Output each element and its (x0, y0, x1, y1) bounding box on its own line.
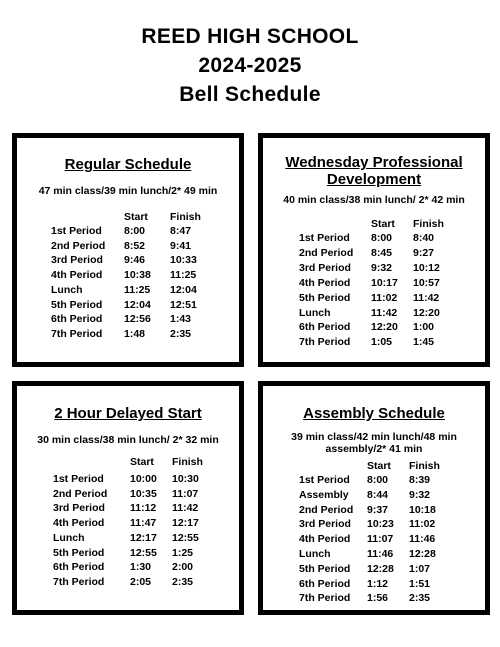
document-title: Bell Schedule (179, 83, 321, 106)
finish-time: 2:35 (172, 575, 194, 588)
start-column-header: Start (130, 456, 154, 468)
period-name: 6th Period (51, 313, 103, 326)
schedule-subtitle: 39 min class/42 min lunch/48 min assembly/2* 41 min (291, 431, 457, 455)
period-name: 2nd Period (51, 239, 106, 252)
finish-time: 12:20 (413, 306, 440, 319)
school-name: REED HIGH SCHOOL (141, 25, 359, 48)
start-time: 11:46 (367, 548, 394, 560)
finish-time: 8:39 (409, 474, 431, 486)
start-time: 2:05 (130, 575, 152, 588)
finish-time: 9:32 (409, 488, 431, 501)
period-name: 5th Period (299, 291, 351, 304)
start-time: 10:23 (367, 518, 394, 531)
finish-time: 10:12 (413, 261, 440, 274)
period-name: 7th Period (299, 336, 351, 349)
period-name: 2nd Period (53, 487, 108, 500)
finish-time: 1:07 (409, 562, 431, 575)
finish-time: 12:04 (170, 283, 197, 296)
start-time: 12:17 (130, 531, 157, 544)
finish-column-header: Finish (413, 218, 444, 230)
delayed-start-schedule-box (12, 381, 244, 615)
finish-column-header: Finish (172, 456, 203, 468)
period-name: 5th Period (299, 562, 351, 575)
start-time: 9:37 (367, 503, 389, 516)
start-time: 12:28 (367, 562, 394, 575)
finish-column-header: Finish (170, 211, 201, 223)
period-name: 5th Period (53, 546, 105, 559)
period-name: Lunch (51, 283, 83, 296)
finish-time: 11:07 (172, 487, 199, 500)
period-name: 1st Period (299, 474, 350, 486)
period-name: Lunch (299, 306, 331, 319)
finish-time: 1:43 (170, 313, 192, 326)
period-name: 6th Period (53, 561, 105, 574)
finish-time: 1:25 (172, 546, 194, 559)
start-time: 9:32 (371, 261, 393, 274)
period-name: 2nd Period (299, 246, 354, 259)
wednesday-pd-schedule-box (258, 133, 490, 367)
period-name: 7th Period (299, 592, 351, 605)
schedule-title: Assembly Schedule (303, 405, 445, 422)
start-time: 8:00 (371, 232, 393, 244)
period-name: 3rd Period (299, 261, 351, 274)
schedule-title: Regular Schedule (64, 156, 192, 173)
start-time: 10:38 (124, 269, 151, 282)
finish-time: 11:02 (409, 518, 436, 531)
period-name: 6th Period (299, 321, 351, 334)
finish-time: 10:57 (413, 276, 440, 289)
period-name: 3rd Period (53, 502, 105, 515)
finish-time: 11:42 (172, 502, 199, 515)
period-name: 6th Period (299, 577, 351, 590)
finish-time: 12:17 (172, 517, 199, 530)
finish-time: 8:47 (170, 225, 192, 237)
finish-time: 1:45 (413, 336, 435, 349)
finish-time: 12:28 (409, 548, 436, 560)
schedule-subtitle: 47 min class/39 min lunch/2* 49 min (38, 185, 218, 197)
assembly-schedule-box (258, 381, 490, 615)
start-time: 1:30 (130, 561, 152, 574)
finish-time: 10:33 (170, 254, 197, 267)
finish-time: 11:25 (170, 269, 197, 282)
finish-time: 12:55 (172, 531, 199, 544)
start-time: 10:17 (371, 276, 398, 289)
school-year: 2024-2025 (198, 54, 302, 77)
finish-time: 2:35 (409, 592, 431, 605)
start-time: 11:12 (130, 502, 157, 515)
start-time: 10:00 (130, 473, 157, 485)
start-column-header: Start (371, 218, 395, 230)
period-name: 2nd Period (299, 503, 354, 516)
period-name: 4th Period (51, 269, 103, 282)
finish-time: 11:42 (413, 291, 440, 304)
finish-time: 10:30 (172, 473, 199, 485)
page-header (0, 22, 500, 109)
start-column-header: Start (124, 211, 148, 223)
start-time: 8:00 (367, 474, 389, 486)
start-time: 12:55 (130, 546, 157, 559)
start-column-header: Start (367, 460, 391, 472)
period-name: 1st Period (51, 225, 102, 237)
start-time: 12:20 (371, 321, 398, 334)
period-name: 3rd Period (299, 518, 351, 531)
period-name: 7th Period (53, 575, 105, 588)
schedule-subtitle: 30 min class/38 min lunch/ 2* 32 min (37, 434, 219, 446)
period-name: 4th Period (299, 276, 351, 289)
period-name: 3rd Period (51, 254, 103, 267)
start-time: 11:02 (371, 291, 398, 304)
finish-time: 9:27 (413, 246, 435, 259)
start-time: 8:45 (371, 246, 393, 259)
start-time: 11:42 (371, 306, 398, 319)
start-time: 12:04 (124, 298, 151, 311)
start-time: 9:46 (124, 254, 146, 267)
schedule-title: Wednesday Professional Development (285, 154, 463, 188)
start-time: 10:35 (130, 487, 157, 500)
start-time: 8:00 (124, 225, 146, 237)
start-time: 11:25 (124, 283, 151, 296)
start-time: 1:05 (371, 336, 393, 349)
start-time: 1:12 (367, 577, 389, 590)
period-name: Assembly (299, 488, 349, 501)
regular-schedule-box (12, 133, 244, 367)
period-name: 4th Period (299, 533, 351, 546)
start-time: 1:48 (124, 327, 146, 340)
period-name: Lunch (299, 548, 331, 560)
start-time: 8:44 (367, 488, 389, 501)
finish-time: 1:00 (413, 321, 435, 334)
start-time: 11:07 (367, 533, 394, 546)
finish-time: 9:41 (170, 239, 192, 252)
period-name: 1st Period (299, 232, 350, 244)
period-name: 7th Period (51, 327, 103, 340)
period-name: Lunch (53, 531, 85, 544)
schedule-subtitle: 40 min class/38 min lunch/ 2* 42 min (283, 194, 465, 206)
period-name: 4th Period (53, 517, 105, 530)
finish-time: 12:51 (170, 298, 197, 311)
schedule-title: 2 Hour Delayed Start (54, 405, 202, 422)
finish-time: 8:40 (413, 232, 435, 244)
finish-time: 1:51 (409, 577, 431, 590)
start-time: 8:52 (124, 239, 146, 252)
start-time: 1:56 (367, 592, 389, 605)
finish-time: 10:18 (409, 503, 436, 516)
finish-time: 2:00 (172, 561, 194, 574)
finish-time: 11:46 (409, 533, 436, 546)
start-time: 12:56 (124, 313, 151, 326)
finish-time: 2:35 (170, 327, 192, 340)
period-name: 1st Period (53, 473, 104, 485)
period-name: 5th Period (51, 298, 103, 311)
finish-column-header: Finish (409, 460, 440, 472)
start-time: 11:47 (130, 517, 157, 530)
